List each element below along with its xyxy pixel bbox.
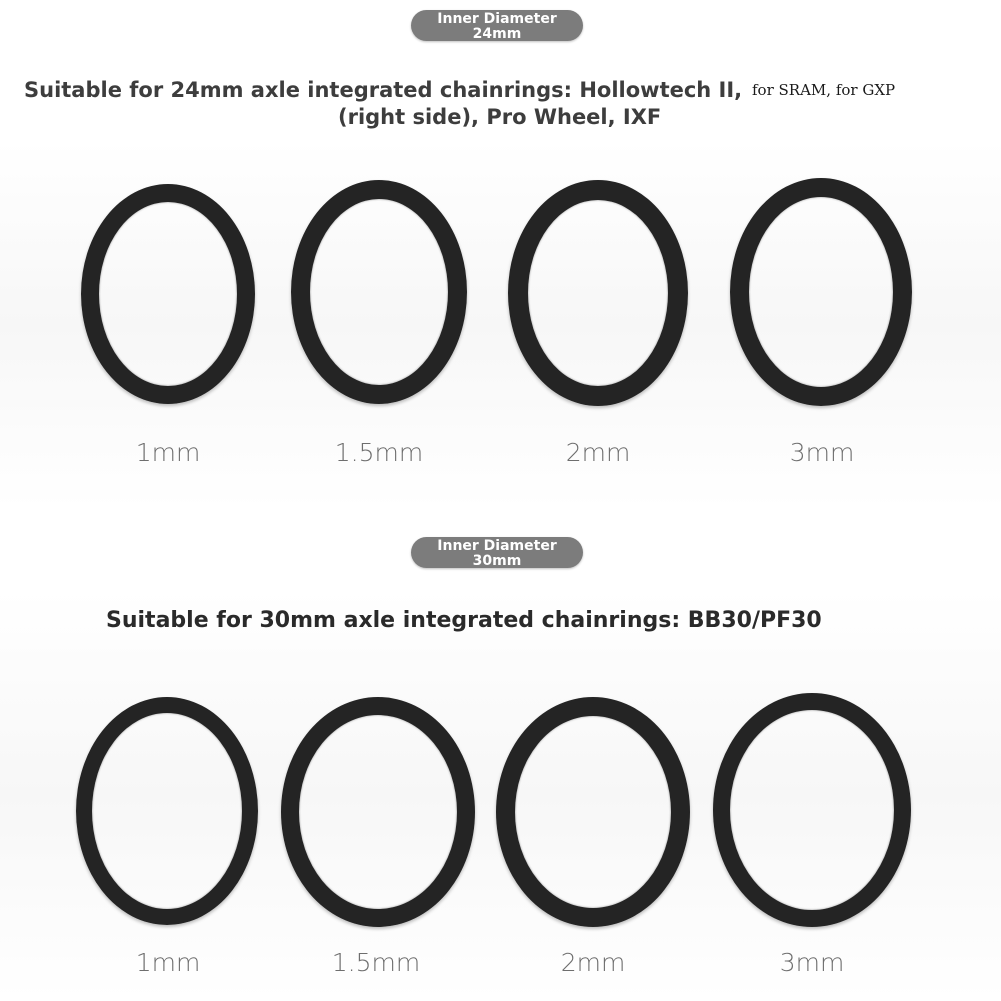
spacer-ring-3mm xyxy=(713,693,911,927)
spacer-ring-2mm xyxy=(508,180,688,406)
inner-diameter-badge-30mm xyxy=(411,537,583,568)
badge-value: 30mm xyxy=(472,553,522,568)
spacer-ring-1mm xyxy=(76,697,258,925)
spacer-ring-1mm xyxy=(81,184,255,404)
badge-value: 24mm xyxy=(472,26,522,41)
compatibility-heading-24mm-line2: (right side), Pro Wheel, IXF xyxy=(338,105,662,129)
badge-title: Inner Diameter xyxy=(437,538,557,554)
thickness-label: 1.5mm xyxy=(334,438,424,467)
badge-title: Inner Diameter xyxy=(437,11,557,27)
thickness-label: 3mm xyxy=(789,438,855,467)
thickness-label: 1mm xyxy=(135,438,201,467)
spacer-ring-1-5mm xyxy=(281,697,475,927)
thickness-label: 3mm xyxy=(779,948,845,977)
spacer-ring-1-5mm xyxy=(291,180,467,404)
thickness-label: 2mm xyxy=(565,438,631,467)
inner-diameter-badge-24mm xyxy=(411,10,583,41)
compatibility-heading-30mm: Suitable for 30mm axle integrated chainrings: BB30/PF30 xyxy=(106,608,822,633)
thickness-label: 2mm xyxy=(560,948,626,977)
compatibility-heading-24mm-line1: Suitable for 24mm axle integrated chainrings: Hollowtech II, xyxy=(24,78,743,102)
thickness-label: 1mm xyxy=(135,948,201,977)
compatibility-note: for SRAM, for GXP xyxy=(752,81,896,99)
spacer-ring-3mm xyxy=(730,178,912,406)
thickness-label: 1.5mm xyxy=(331,948,421,977)
spacer-ring-2mm xyxy=(496,697,690,927)
